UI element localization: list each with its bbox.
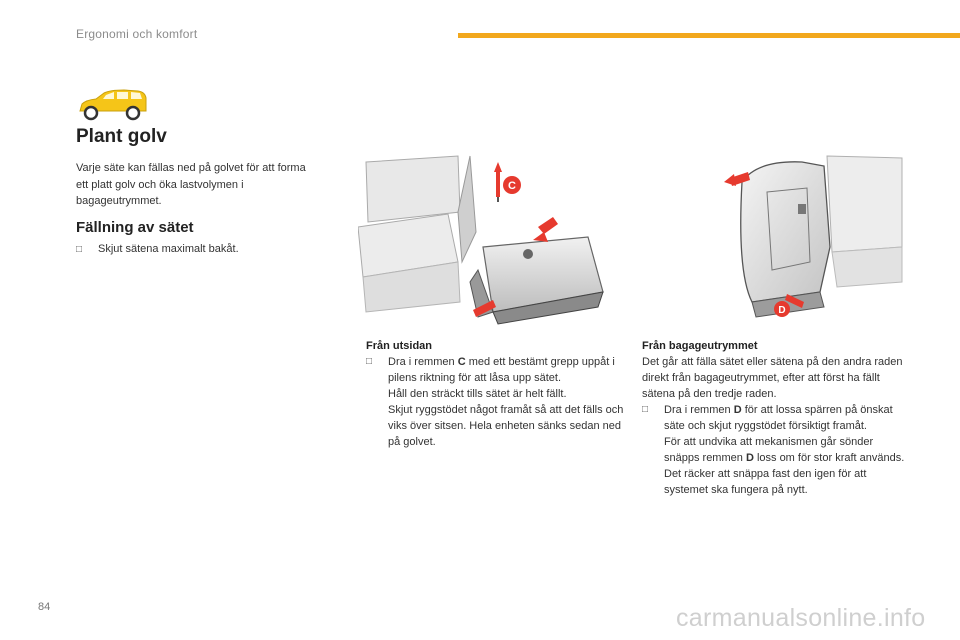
car-icon — [76, 88, 148, 122]
outside-instructions — [366, 338, 628, 450]
watermark-text: carmanualsonline.info — [676, 604, 926, 632]
step-item — [76, 243, 239, 255]
trunk-step: Dra i remmen D för att lossa spärren på önskat säte och skjut ryggstödet försiktigt framåt. — [664, 404, 893, 432]
trunk-warning: För att undvika att mekanismen går sönder snäpps remmen D loss om för stor kraft används. Det räcker att snäppa fast den igen för att systemet ska fungera på nytt. — [664, 436, 905, 496]
section-header: Ergonomi och komfort — [76, 27, 198, 41]
step-text: Skjut sätena maximalt bakåt. — [98, 243, 239, 255]
strap-d-label: D — [778, 305, 786, 316]
page-number: 84 — [38, 601, 51, 613]
header-accent-bar — [458, 33, 960, 38]
section-title: Fällning av sätet — [76, 219, 194, 236]
trunk-instructions — [642, 338, 910, 498]
checkbox-bullet-icon: □ — [76, 244, 83, 255]
trunk-heading: Från bagageutrymmet — [642, 340, 758, 352]
checkbox-bullet-icon: □ — [366, 356, 373, 367]
seat-fold-illustration-d — [712, 152, 904, 320]
trunk-intro: Det går att fälla sätet eller sätena på den andra raden direkt från bagageutrymmet, efter att först ha fällt sätena på den tredje raden. — [642, 356, 903, 400]
outside-step: Dra i remmen C med ett bestämt grepp uppåt i pilens riktning för att låsa upp sätet. — [388, 356, 615, 384]
outside-hold-text: Håll den sträckt tills sätet är helt fällt. — [388, 388, 567, 400]
outside-heading: Från utsidan — [366, 340, 433, 352]
page-title: Plant golv — [76, 126, 167, 147]
outside-push-text: Skjut ryggstödet något framåt så att det fälls och viks över sitsen. Hela enheten sänks sedan ned på golvet. — [388, 404, 624, 448]
checkbox-bullet-icon: □ — [642, 404, 649, 415]
strap-c-label: C — [508, 180, 516, 192]
seat-fold-illustration-c — [358, 152, 613, 327]
intro-text: Varje säte kan fällas ned på golvet för att forma ett platt golv och öka lastvolymen i bagageutrymmet. — [76, 162, 306, 207]
